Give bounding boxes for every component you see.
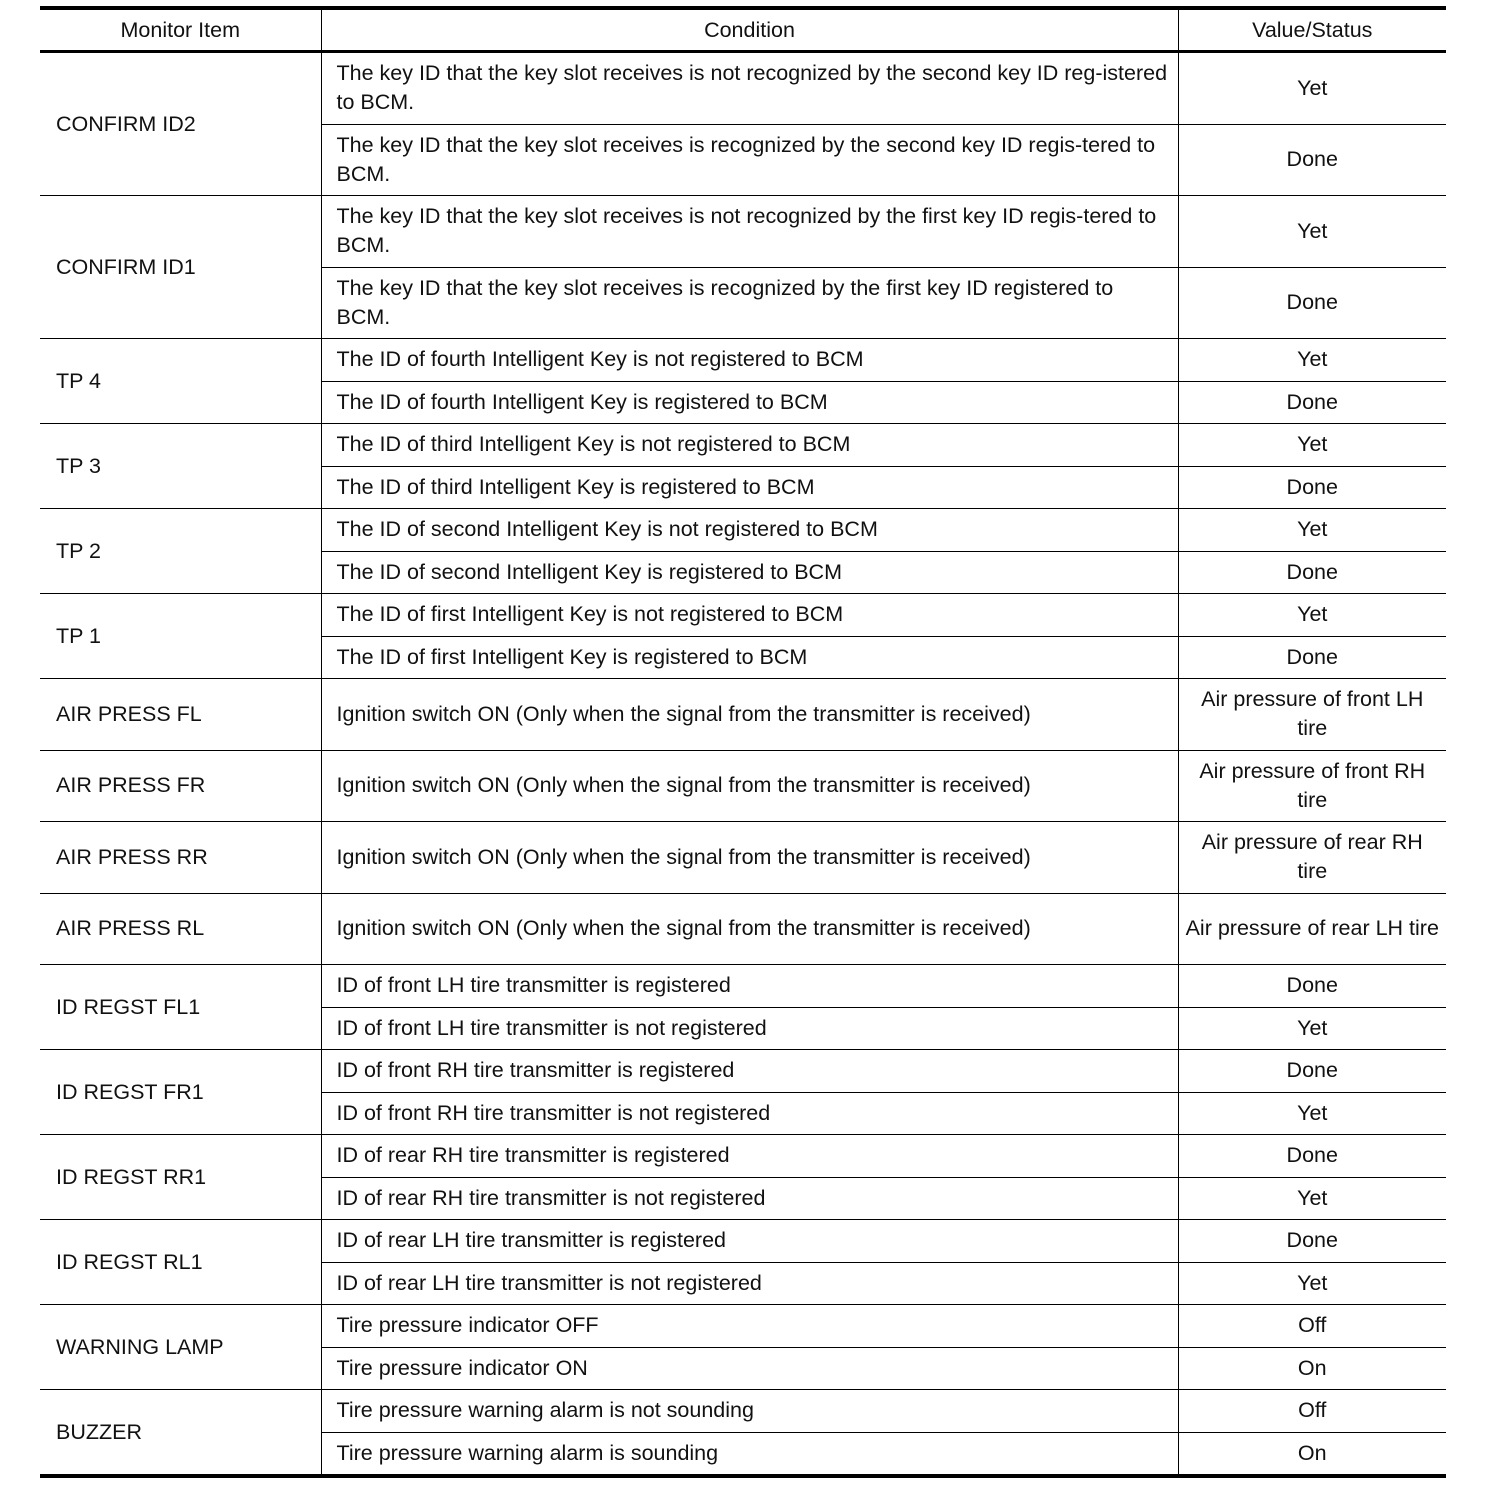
table-row: [40, 196, 1446, 268]
value-status-cell: Done: [1178, 466, 1446, 509]
condition-cell: ID of rear RH tire transmitter is not registered: [321, 1177, 1178, 1220]
condition-cell: ID of rear LH tire transmitter is registered: [321, 1220, 1178, 1263]
value-status-cell: Off: [1178, 1305, 1446, 1348]
value-status-cell: Done: [1178, 124, 1446, 196]
value-status-cell: Yet: [1178, 594, 1446, 637]
value-status-cell: Done: [1178, 636, 1446, 679]
condition-cell: Tire pressure indicator OFF: [321, 1305, 1178, 1348]
condition-cell: ID of front RH tire transmitter is not registered: [321, 1092, 1178, 1135]
condition-cell: ID of rear RH tire transmitter is registered: [321, 1135, 1178, 1178]
monitor-item-cell: ID REGST RR1: [40, 1135, 321, 1220]
monitor-item-cell: TP 4: [40, 339, 321, 424]
table-row: [40, 965, 1446, 1008]
condition-cell: Ignition switch ON (Only when the signal from the transmitter is received): [321, 679, 1178, 751]
value-status-cell: Yet: [1178, 1177, 1446, 1220]
monitor-item-cell: TP 1: [40, 594, 321, 679]
value-status-cell: Air pressure of rear LH tire: [1178, 893, 1446, 965]
table-row: [40, 1050, 1446, 1093]
condition-cell: ID of front RH tire transmitter is registered: [321, 1050, 1178, 1093]
table-row: [40, 509, 1446, 552]
table-row: [40, 679, 1446, 751]
condition-cell: ID of front LH tire transmitter is not registered: [321, 1007, 1178, 1050]
monitor-item-cell: TP 2: [40, 509, 321, 594]
value-status-cell: Done: [1178, 1135, 1446, 1178]
condition-cell: The key ID that the key slot receives is recognized by the first key ID registered to BCM.: [321, 267, 1178, 339]
monitor-item-cell: CONFIRM ID1: [40, 196, 321, 339]
header-condition: Condition: [321, 8, 1178, 52]
table-row: [40, 1135, 1446, 1178]
monitor-item-cell: AIR PRESS RL: [40, 893, 321, 965]
condition-cell: Tire pressure warning alarm is not sounding: [321, 1390, 1178, 1433]
monitor-item-cell: ID REGST FR1: [40, 1050, 321, 1135]
value-status-cell: Yet: [1178, 1092, 1446, 1135]
table-row: [40, 893, 1446, 965]
table-row: [40, 822, 1446, 894]
value-status-cell: Yet: [1178, 1007, 1446, 1050]
condition-cell: The ID of third Intelligent Key is not registered to BCM: [321, 424, 1178, 467]
monitor-item-cell: AIR PRESS RR: [40, 822, 321, 894]
table-body: [40, 52, 1446, 1477]
value-status-cell: Air pressure of rear RH tire: [1178, 822, 1446, 894]
monitor-item-cell: AIR PRESS FL: [40, 679, 321, 751]
table-row: [40, 52, 1446, 125]
value-status-cell: Air pressure of front RH tire: [1178, 750, 1446, 822]
monitor-item-cell: AIR PRESS FR: [40, 750, 321, 822]
monitor-item-table: [40, 6, 1446, 1478]
value-status-cell: Yet: [1178, 1262, 1446, 1305]
value-status-cell: Yet: [1178, 424, 1446, 467]
value-status-cell: Done: [1178, 551, 1446, 594]
value-status-cell: Yet: [1297, 75, 1328, 100]
condition-cell: ID of front LH tire transmitter is registered: [321, 965, 1178, 1008]
table-row: [40, 1220, 1446, 1263]
value-status-cell: Done: [1178, 381, 1446, 424]
condition-cell: The ID of first Intelligent Key is registered to BCM: [321, 636, 1178, 679]
condition-cell: Ignition switch ON (Only when the signal from the transmitter is received): [321, 750, 1178, 822]
value-status-cell: Air pressure of front LH tire: [1178, 679, 1446, 751]
monitor-item-cell: CONFIRM ID2: [40, 52, 321, 196]
table-row: [40, 424, 1446, 467]
condition-cell: Tire pressure warning alarm is sounding: [321, 1432, 1178, 1476]
table-row: [40, 1305, 1446, 1348]
monitor-item-cell: ID REGST RL1: [40, 1220, 321, 1305]
condition-cell: The ID of fourth Intelligent Key is not registered to BCM: [321, 339, 1178, 382]
header-value-status: Value/Status: [1178, 8, 1446, 52]
table-row: [40, 339, 1446, 382]
condition-cell: ID of rear LH tire transmitter is not registered: [321, 1262, 1178, 1305]
condition-cell: Ignition switch ON (Only when the signal from the transmitter is received): [321, 893, 1178, 965]
table-header: [40, 8, 1446, 52]
condition-cell: The ID of second Intelligent Key is registered to BCM: [321, 551, 1178, 594]
condition-cell: The ID of fourth Intelligent Key is registered to BCM: [321, 381, 1178, 424]
table-row: [40, 750, 1446, 822]
condition-cell: The ID of second Intelligent Key is not registered to BCM: [321, 509, 1178, 552]
monitor-item-cell: TP 3: [40, 424, 321, 509]
condition-cell: The ID of third Intelligent Key is registered to BCM: [321, 466, 1178, 509]
value-status-cell: Yet: [1178, 196, 1446, 268]
value-status-cell: Done: [1178, 1050, 1446, 1093]
value-status-cell: Yet: [1178, 509, 1446, 552]
value-status-cell: On: [1178, 1432, 1446, 1476]
header-monitor-item: Monitor Item: [40, 8, 321, 52]
table-row: [40, 1390, 1446, 1433]
condition-cell: Tire pressure indicator ON: [321, 1347, 1178, 1390]
monitor-item-cell: WARNING LAMP: [40, 1305, 321, 1390]
table-row: [40, 594, 1446, 637]
header-row: [40, 8, 1446, 52]
value-status-cell: On: [1178, 1347, 1446, 1390]
condition-cell: The key ID that the key slot receives is not recognized by the second key ID reg-istered to BCM.: [321, 52, 1178, 125]
value-status-cell: Done: [1178, 267, 1446, 339]
monitor-item-cell: BUZZER: [40, 1390, 321, 1477]
value-status-cell: Done: [1178, 1220, 1446, 1263]
monitor-item-cell: ID REGST FL1: [40, 965, 321, 1050]
condition-cell: The key ID that the key slot receives is recognized by the second key ID regis-tered to BCM.: [321, 124, 1178, 196]
condition-cell: Ignition switch ON (Only when the signal from the transmitter is received): [321, 822, 1178, 894]
value-status-cell: Yet: [1178, 339, 1446, 382]
condition-cell: The ID of first Intelligent Key is not registered to BCM: [321, 594, 1178, 637]
value-status-cell: Done: [1178, 965, 1446, 1008]
value-status-cell: Off: [1178, 1390, 1446, 1433]
condition-cell: The key ID that the key slot receives is not recognized by the first key ID regis-tered to BCM.: [321, 196, 1178, 268]
